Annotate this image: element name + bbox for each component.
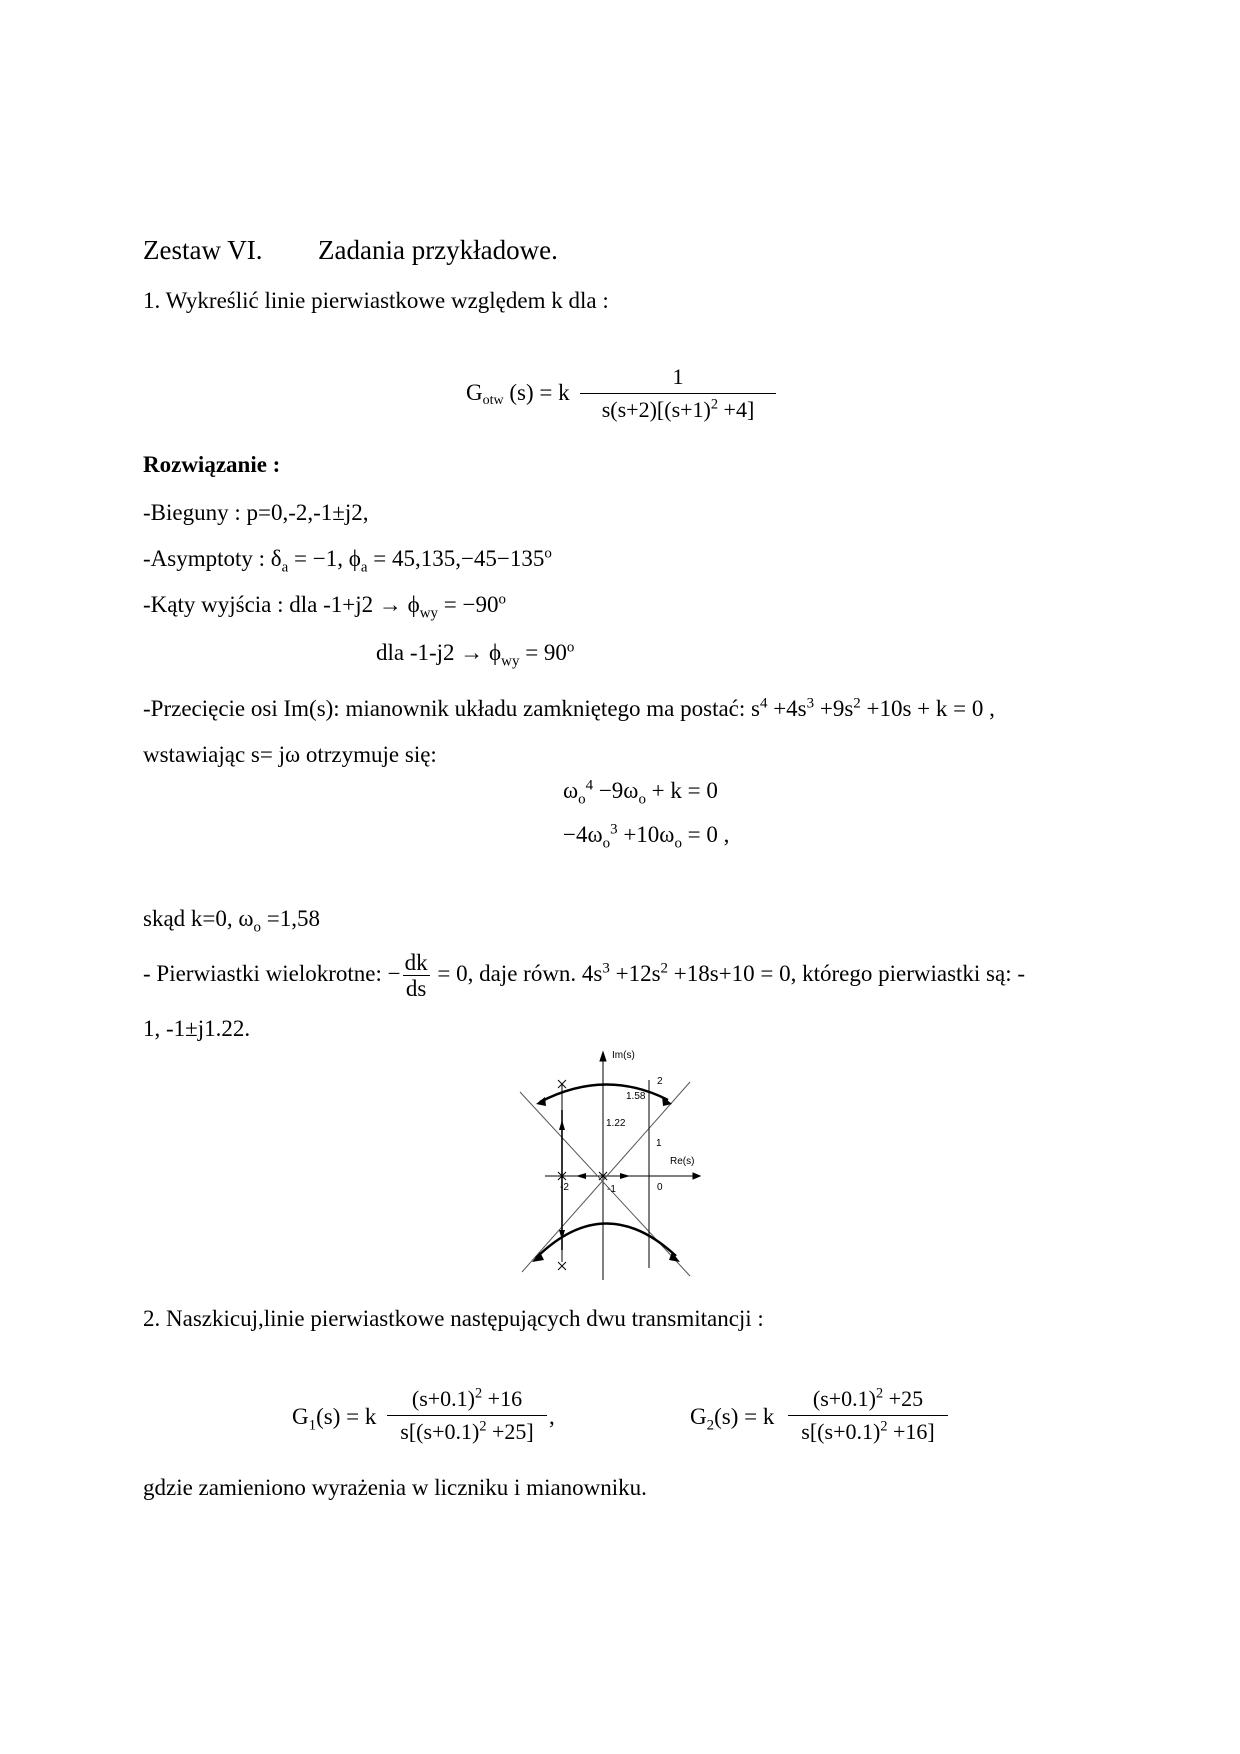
multiple-roots-continuation: 1, -1±j1.22. xyxy=(143,1016,251,1041)
tick-label-minus-2: -2 xyxy=(560,1182,569,1193)
problem-2-text: 2. Naszkicuj,linie pierwiastkowe następujących dwu transmitancji : xyxy=(143,1306,764,1331)
tick-label-1: 1 xyxy=(656,1138,662,1149)
solution-label: Rozwiązanie : xyxy=(143,452,281,477)
g1-fraction xyxy=(387,1386,547,1445)
tick-label-0: 0 xyxy=(657,1182,663,1193)
result-line: skąd k=0, $\omega_o =1,58$ xyxy=(143,906,320,936)
exit-angle-line-1: -Kąty wyjścia : dla $-1+j2 \to \phi_{wy} = -90^o$ xyxy=(143,591,506,622)
multiple-roots-line: - Pierwiastki wielokrotne: − $\frac{dk}{ds}$ = 0, daje równ. $4s^3 +12s^2 +18s+10 = 0$, którego pierwiastki są: - xyxy=(143,950,1026,1002)
g2-fraction xyxy=(788,1386,948,1445)
tick-label-1-58: 1.58 xyxy=(626,1091,646,1102)
tick-label-minus-1: -1 xyxy=(607,1184,616,1195)
g2-numerator: $(s+0.1)^2 +25$ xyxy=(788,1386,948,1416)
left-real-arrow xyxy=(576,1173,586,1179)
right-real-arrow xyxy=(620,1173,630,1179)
equation-1: $\omega_o^4 -9\omega_o + k = 0$ xyxy=(563,777,718,808)
asymptotes-line: -Asymptoty : $\delta_a = -1$, $\phi_a = 45,135,-45-135^o$ xyxy=(143,545,552,576)
tick-label-2: 2 xyxy=(657,1076,663,1087)
g2-lhs: $G_2(s) = k$ xyxy=(690,1404,775,1434)
g1-comma: , xyxy=(549,1404,555,1429)
poles-line: -Bieguny : p=0,-2,-1±j2, xyxy=(143,500,369,525)
lower-locus-branch xyxy=(536,1223,676,1258)
vertical-up-arrow xyxy=(559,1120,565,1130)
set-label: Zestaw VI. xyxy=(143,235,263,265)
asymptote-line-2 xyxy=(522,1082,690,1272)
real-axis-arrow xyxy=(693,1173,700,1179)
page-title: Zadania przykładowe. xyxy=(318,235,558,265)
g1-lhs: $G_1(s) = k$ xyxy=(292,1404,377,1434)
im-axis-label: Im(s) xyxy=(612,1050,635,1061)
imag-axis-arrow xyxy=(600,1052,606,1061)
equation-2: $-4\omega_o^3 +10\omega_o = 0$ , xyxy=(563,821,730,852)
tick-label-1-22: 1.22 xyxy=(606,1118,626,1129)
formula-1-lhs: $G_{otw}$ (s) = k xyxy=(466,380,570,408)
g1-denominator: $s[(s+0.1)^2 +25]$ xyxy=(400,1418,534,1444)
exit-angle-line-2: dla $-1-j2 \to \phi_{wy} = 90^o$ xyxy=(376,639,575,670)
formula-1-fraction xyxy=(580,364,776,423)
upper-left-arrow xyxy=(536,1097,546,1106)
problem-2-note: gdzie zamieniono wyrażenia w liczniku i mianowniku. xyxy=(143,1475,647,1500)
formula-1-numerator: 1 xyxy=(580,364,776,394)
formula-1-denominator: $s(s+2)[(s+1)^2 +4]$ xyxy=(601,396,755,422)
problem-1-text: 1. Wykreślić linie pierwiastkowe względem k dla : xyxy=(143,288,609,313)
re-axis-label: Re(s) xyxy=(670,1156,695,1167)
root-locus-sketch xyxy=(500,1040,710,1280)
substitution-line: wstawiając s= jω otrzymuje się: xyxy=(143,742,437,767)
imag-axis-crossing-line: -Przecięcie osi Im(s): mianownik układu zamkniętego ma postać: $s^4 +4s^3 +9s^2 +10s + k = 0$ , xyxy=(143,695,995,721)
g2-denominator: $s[(s+0.1)^2 +16]$ xyxy=(801,1418,935,1444)
g1-numerator: $(s+0.1)^2 +16$ xyxy=(387,1386,547,1416)
